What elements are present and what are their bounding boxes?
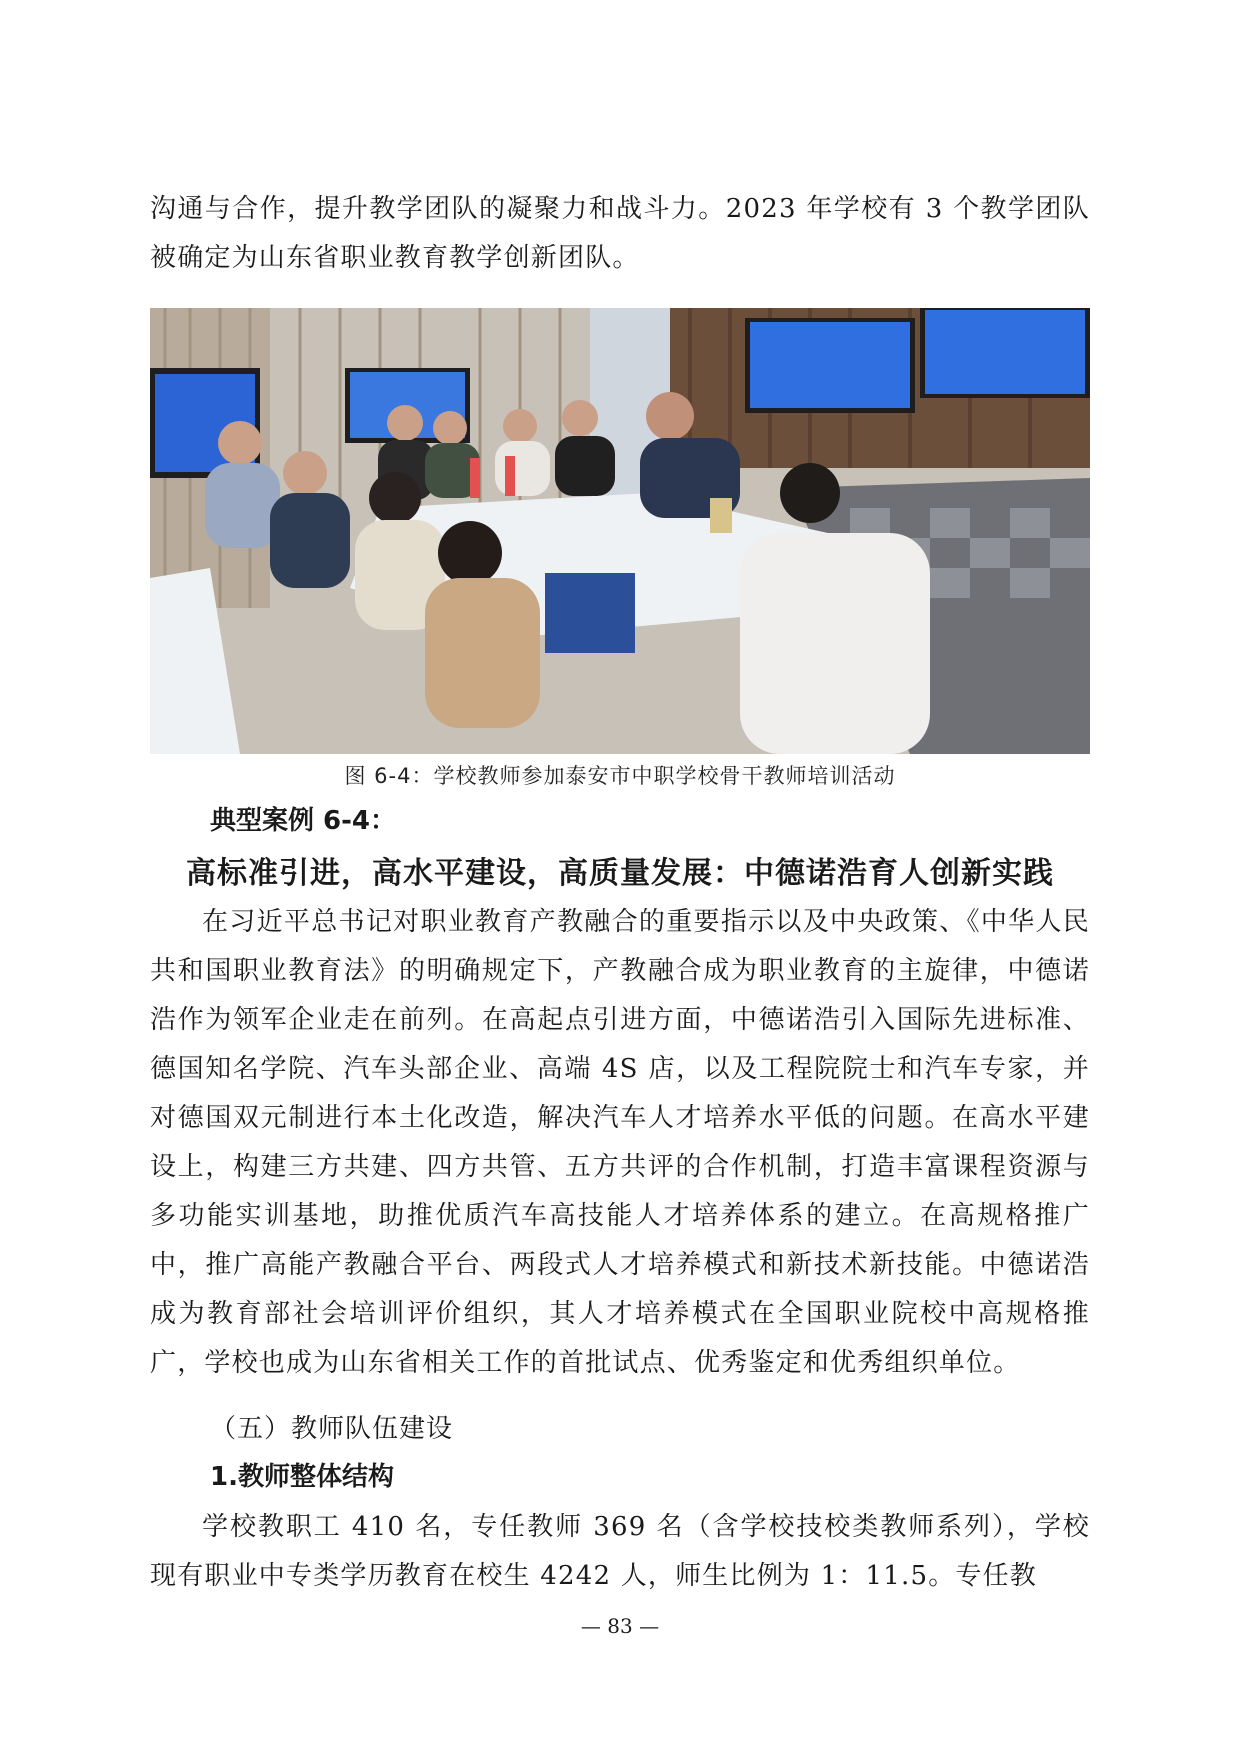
subsection-heading: 1.教师整体结构 [210, 1462, 394, 1492]
page-number: — 83 — [580, 1614, 660, 1638]
section-heading: （五）教师队伍建设 [210, 1414, 454, 1444]
intro-paragraph: 沟通与合作，提升教学团队的凝聚力和战斗力。2023 年学校有 3 个教学团队被确定为山东省职业教育教学创新团队。 [150, 194, 1090, 273]
training-photo-illustration [150, 308, 1090, 754]
training-photo [150, 308, 1090, 754]
case-label: 典型案例 6-4： [210, 806, 397, 836]
figure-caption: 图 6-4：学校教师参加泰安市中职学校骨干教师培训活动 [344, 764, 896, 788]
section-body: 学校教职工 410 名，专任教师 369 名（含学校技校类教师系列），学校现有职业中专类学历教育在校生 4242 人，师生比例为 1：11.5。专任教 [150, 1512, 1090, 1591]
case-title: 高标准引进，高水平建设，高质量发展：中德诺浩育人创新实践 [186, 856, 1054, 891]
case-body: 在习近平总书记对职业教育产教融合的重要指示以及中央政策、《中华人民共和国职业教育法》的明确规定下，产教融合成为职业教育的主旋律，中德诺浩作为领军企业走在前列。在高起点引进方面，中德诺浩引入国际先进标准、德国知名学院、汽车头部企业、高端 4S 店，以及工程院院士和汽车专家，并对德国双元制进行本土化改造，解决汽车人才培养水平低的问题。在高水平建设上，构建三方共建、四方共管、五方共评的合作机制，打造丰富课程资源与多功能实训基地，助推优质汽车高技能人才培养体系的建立。在高规格推广中，推广高能产教融合平台、两段式人才培养模式和新技术新技能。中德诺浩成为教育部社会培训评价组织，其人才培养模式在全国职业院校中高规格推广，学校也成为山东省相关工作的首批试点、优秀鉴定和优秀组织单位。 [150, 907, 1090, 1378]
